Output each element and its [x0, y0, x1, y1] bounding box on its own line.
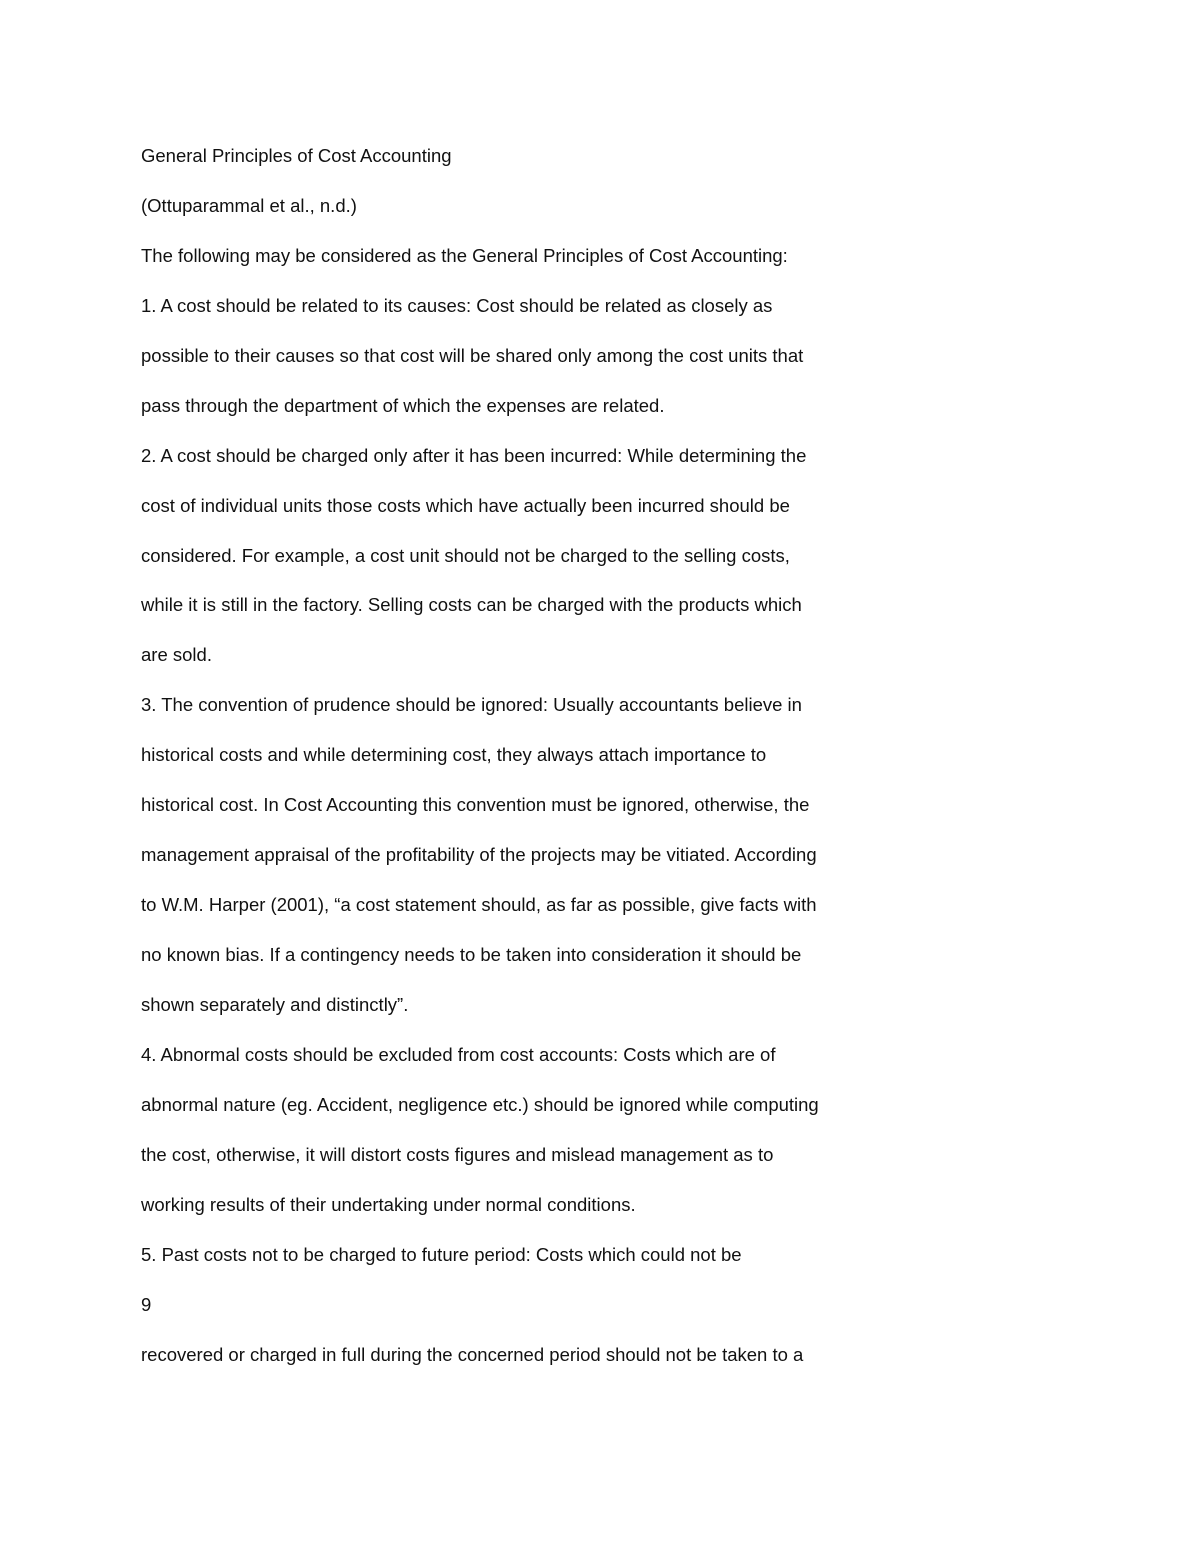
- body-line: no known bias. If a contingency needs to be taken into consideration it should be: [141, 944, 802, 965]
- body-line: 5. Past costs not to be charged to future period: Costs which could not be: [141, 1243, 742, 1265]
- body-line: possible to their causes so that cost will be shared only among the cost units that: [141, 344, 804, 366]
- body-line: 4. Abnormal costs should be excluded from cost accounts: Costs which are of: [141, 1043, 776, 1065]
- body-line: shown separately and distinctly”.: [141, 993, 409, 1015]
- body-line: cost of individual units those costs which have actually been incurred should be: [141, 494, 790, 516]
- body-line: 1. A cost should be related to its causes: Cost should be related as closely as: [141, 294, 773, 316]
- document-title: General Principles of Cost Accounting: [141, 145, 452, 166]
- body-line: historical costs and while determining cost, they always attach importance to: [141, 744, 767, 766]
- body-line: abnormal nature (eg. Accident, negligence etc.) should be ignored while computing: [141, 1093, 819, 1115]
- body-line: The following may be considered as the General Principles of Cost Accounting:: [141, 244, 788, 266]
- body-line: management appraisal of the profitability of the projects may be vitiated. According: [141, 844, 817, 866]
- body-line: 2. A cost should be charged only after it has been incurred: While determining the: [141, 444, 807, 466]
- body-line: considered. For example, a cost unit should not be charged to the selling costs,: [141, 544, 790, 566]
- document-body: [141, 138, 901, 1386]
- page-number: 9: [141, 1293, 152, 1315]
- body-line: working results of their undertaking under normal conditions.: [141, 1193, 636, 1215]
- body-line-continuation: recovered or charged in full during the concerned period should not be taken to a: [141, 1343, 804, 1365]
- citation: (Ottuparammal et al., n.d.): [141, 194, 357, 216]
- body-line: while it is still in the factory. Selling costs can be charged with the products which: [141, 594, 802, 616]
- body-line: pass through the department of which the expenses are related.: [141, 394, 665, 416]
- body-line: historical cost. In Cost Accounting this convention must be ignored, otherwise, the: [141, 794, 810, 816]
- body-line: the cost, otherwise, it will distort costs figures and mislead management as to: [141, 1143, 774, 1165]
- body-line: to W.M. Harper (2001), “a cost statement should, as far as possible, give facts with: [141, 894, 817, 916]
- body-line: are sold.: [141, 644, 212, 666]
- body-line: 3. The convention of prudence should be ignored: Usually accountants believe in: [141, 694, 802, 716]
